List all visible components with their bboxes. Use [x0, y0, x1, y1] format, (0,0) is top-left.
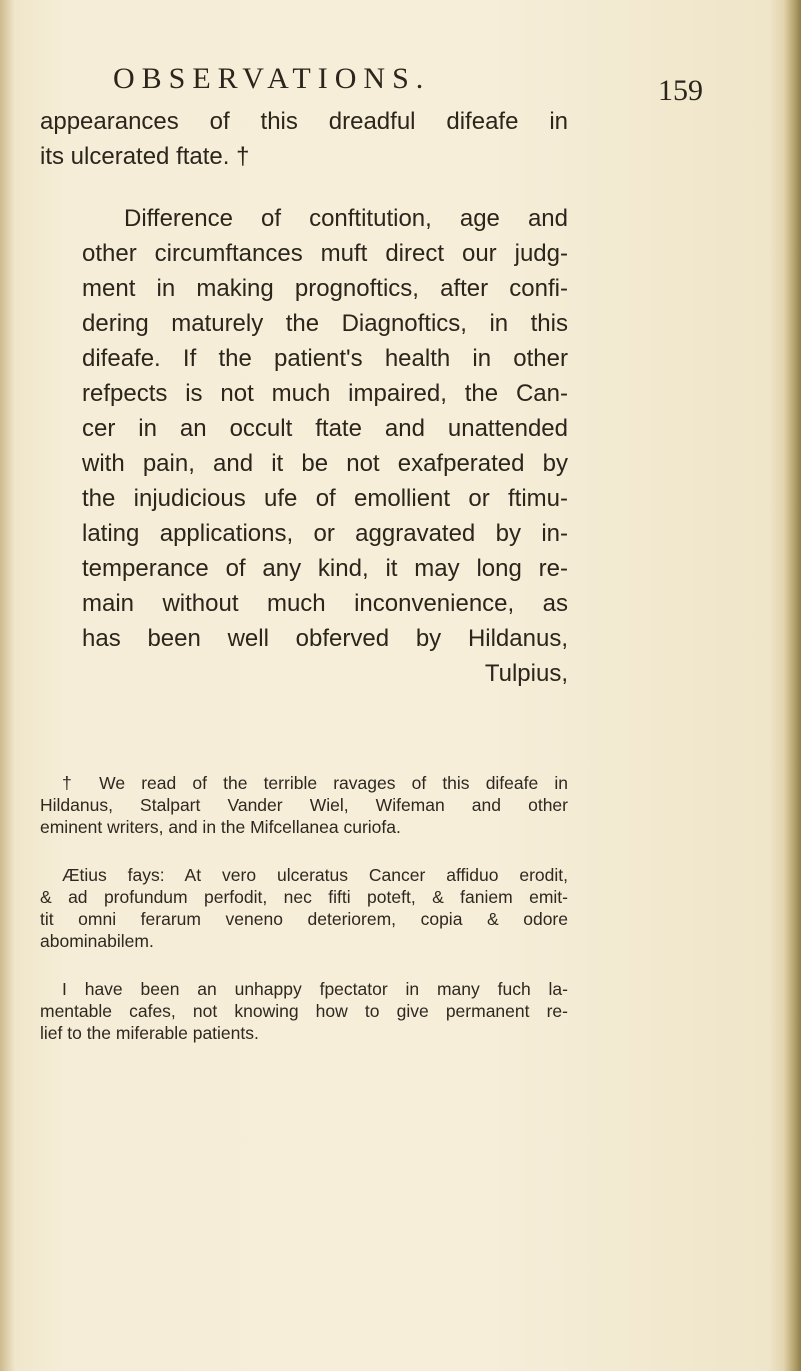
text-line: dering maturely the Diagnoftics, in this	[82, 310, 568, 337]
text-line: difeafe. If the patient's health in other	[82, 345, 568, 372]
page-header	[113, 62, 703, 107]
text-line: with pain, and it be not exafperated by	[82, 450, 568, 477]
page-gutter	[0, 0, 14, 1371]
paragraph-2	[40, 201, 568, 691]
footnote-spectator	[40, 978, 568, 1044]
footnote-line: tit omni ferarum veneno deteriorem, copia & odore	[40, 909, 568, 929]
footnote-aetius	[40, 864, 568, 952]
main-text	[40, 104, 568, 691]
paragraph-1	[40, 104, 568, 174]
text-line: cer in an occult ftate and unattended	[82, 415, 568, 442]
page-fore-edge	[783, 0, 801, 1371]
text-line: temperance of any kind, it may long re-	[82, 555, 568, 582]
text-line: lating applications, or aggravated by in-	[82, 520, 568, 547]
text-line: has been well obferved by Hildanus,	[82, 625, 568, 652]
text-line: Difference of conftitution, age and	[124, 205, 568, 232]
footnote-line: † We read of the terrible ravages of this difeafe in	[62, 773, 568, 793]
footnote-line: lief to the miferable patients.	[40, 1023, 259, 1043]
footnote-line: abominabilem.	[40, 931, 154, 951]
footnotes	[40, 772, 568, 1070]
text-line: the injudicious ufe of emollient or ftimu-	[82, 485, 568, 512]
footnote-line: & ad profundum perfodit, nec fifti poteft, & faniem emit-	[40, 887, 568, 907]
text-line: refpects is not much impaired, the Can-	[82, 380, 568, 407]
footnote-line: Hildanus, Stalpart Vander Wiel, Wifeman and other	[40, 795, 568, 815]
text-line: main without much inconvenience, as	[82, 590, 568, 617]
footnote-line: mentable cafes, not knowing how to give permanent re-	[40, 1001, 568, 1021]
footnote-line: I have been an unhappy fpectator in many fuch la-	[62, 979, 568, 999]
text-line: its ulcerated ftate. †	[40, 143, 250, 170]
text-line: other circumftances muft direct our judg-	[82, 240, 568, 267]
text-line: ment in making prognoftics, after confi-	[82, 275, 568, 302]
running-head: OBSERVATIONS.	[113, 62, 431, 95]
text-line: appearances of this dreadful difeafe in	[40, 108, 568, 135]
page-number: 159	[658, 74, 703, 107]
text-line-signoff: Tulpius,	[484, 660, 568, 687]
footnote-line: eminent writers, and in the Mifcellanea curiofa.	[40, 817, 401, 837]
footnote-dagger	[40, 772, 568, 838]
footnote-line: Ætius fays: At vero ulceratus Cancer affiduo erodit,	[62, 865, 568, 885]
